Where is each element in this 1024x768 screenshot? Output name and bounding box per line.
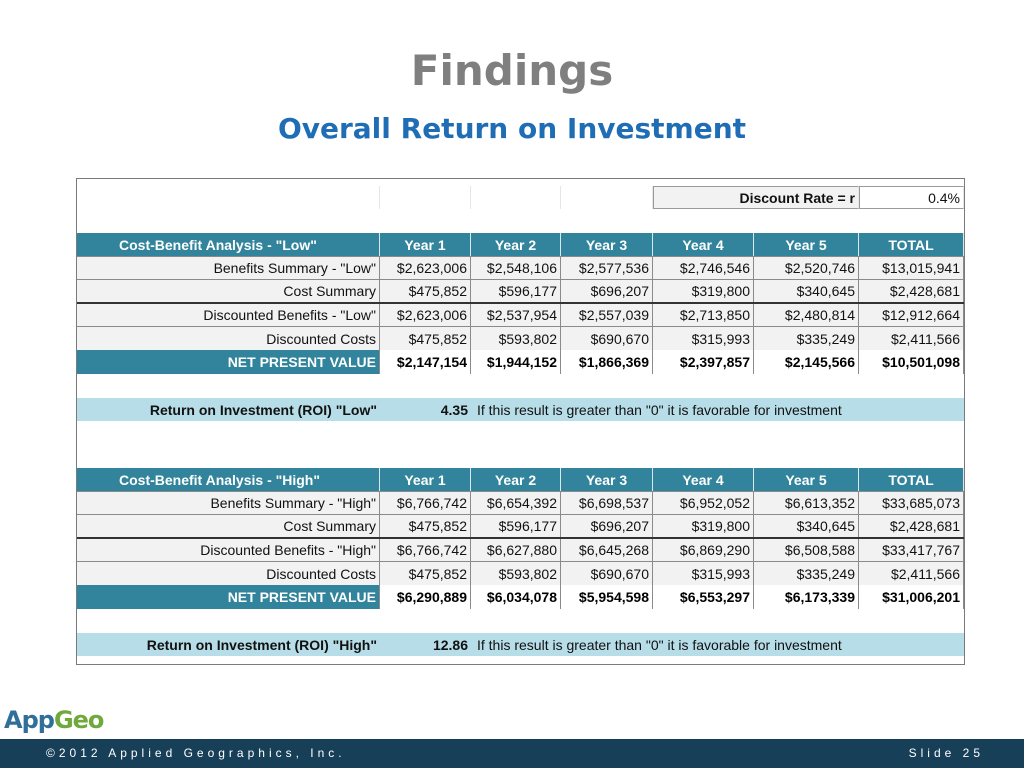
cell-value: $2,623,006 xyxy=(380,304,471,326)
row-label: Discounted Benefits - "High" xyxy=(77,539,380,561)
cell-value: $696,207 xyxy=(561,280,653,302)
spreadsheet-table xyxy=(76,178,965,665)
col-header: TOTAL xyxy=(859,468,964,491)
cell-value: $6,645,268 xyxy=(561,539,653,561)
cell-value: $6,766,742 xyxy=(380,539,471,561)
cell-value: $2,520,746 xyxy=(754,257,859,279)
cell-value: $2,746,546 xyxy=(653,257,754,279)
row-label: Discounted Costs xyxy=(77,562,380,585)
cell-value: $319,800 xyxy=(653,515,754,537)
row-label: Cost Summary xyxy=(77,280,380,302)
footer-copyright: ©2012 Applied Geographics, Inc. xyxy=(46,746,346,760)
low-npv-row xyxy=(77,350,964,374)
cell-value: $475,852 xyxy=(380,515,471,537)
cell-value: $33,685,073 xyxy=(859,492,964,514)
cell-value: $2,557,039 xyxy=(561,304,653,326)
col-header: Year 4 xyxy=(653,233,754,256)
col-header: TOTAL xyxy=(859,233,964,256)
cell-value: $13,015,941 xyxy=(859,257,964,279)
table-row xyxy=(77,537,964,561)
cell-value: $315,993 xyxy=(653,327,754,350)
high-roi-row xyxy=(77,633,964,656)
table-row xyxy=(77,256,964,279)
low-header-row xyxy=(77,233,964,256)
row-label: Discounted Benefits - "Low" xyxy=(77,304,380,326)
logo-text-accent: Geo xyxy=(53,706,104,734)
cell-value: $6,869,290 xyxy=(653,539,754,561)
npv-value: $10,501,098 xyxy=(859,350,964,374)
npv-value: $31,006,201 xyxy=(859,585,964,609)
npv-value: $2,147,154 xyxy=(380,350,471,374)
npv-value: $6,173,339 xyxy=(754,585,859,609)
npv-value: $1,866,369 xyxy=(561,350,653,374)
cell-value: $475,852 xyxy=(380,327,471,350)
cell-value: $6,952,052 xyxy=(653,492,754,514)
cell-value: $696,207 xyxy=(561,515,653,537)
cell-value: $690,670 xyxy=(561,327,653,350)
cell-value: $596,177 xyxy=(471,515,561,537)
high-header-title: Cost-Benefit Analysis - "High" xyxy=(77,468,380,491)
discount-rate-value: 0.4% xyxy=(859,186,964,209)
table-row xyxy=(77,491,964,514)
cell-value: $33,417,767 xyxy=(859,539,964,561)
col-header: Year 5 xyxy=(754,233,859,256)
cell-value: $2,428,681 xyxy=(859,515,964,537)
col-header: Year 3 xyxy=(561,468,653,491)
slide-subtitle: Overall Return on Investment xyxy=(277,112,747,145)
npv-value: $6,553,297 xyxy=(653,585,754,609)
col-header: Year 3 xyxy=(561,233,653,256)
npv-value: $6,034,078 xyxy=(471,585,561,609)
npv-value: $2,397,857 xyxy=(653,350,754,374)
cell-value: $593,802 xyxy=(471,562,561,585)
roi-label: Return on Investment (ROI) "Low" xyxy=(149,401,377,418)
cell-value: $12,912,664 xyxy=(859,304,964,326)
cell-value: $315,993 xyxy=(653,562,754,585)
roi-value: 12.86 xyxy=(432,636,468,653)
cell-value: $2,548,106 xyxy=(471,257,561,279)
roi-note: If this result is greater than "0" it is favorable for investment xyxy=(477,636,842,653)
col-header: Year 2 xyxy=(471,468,561,491)
roi-note: If this result is greater than "0" it is favorable for investment xyxy=(477,401,842,418)
row-label: Discounted Costs xyxy=(77,327,380,350)
col-header: Year 5 xyxy=(754,468,859,491)
cell-value: $593,802 xyxy=(471,327,561,350)
discount-row xyxy=(77,186,964,209)
table-row xyxy=(77,561,964,585)
row-label: Benefits Summary - "High" xyxy=(77,492,380,514)
logo-text: App xyxy=(4,706,54,734)
col-header: Year 1 xyxy=(380,233,471,256)
npv-value: $6,290,889 xyxy=(380,585,471,609)
cell-value: $2,411,566 xyxy=(859,562,964,585)
cell-value: $2,480,814 xyxy=(754,304,859,326)
cell-value: $6,627,880 xyxy=(471,539,561,561)
roi-value: 4.35 xyxy=(440,401,468,418)
cell-value: $2,537,954 xyxy=(471,304,561,326)
cell-value: $690,670 xyxy=(561,562,653,585)
col-header: Year 2 xyxy=(471,233,561,256)
npv-label: NET PRESENT VALUE xyxy=(77,585,380,609)
cell-value: $6,613,352 xyxy=(754,492,859,514)
cell-value: $2,623,006 xyxy=(380,257,471,279)
discount-rate-label: Discount Rate = r xyxy=(653,186,859,209)
col-header: Year 1 xyxy=(380,468,471,491)
cell-value: $596,177 xyxy=(471,280,561,302)
npv-value: $1,944,152 xyxy=(471,350,561,374)
footer-slide-number: Slide 25 xyxy=(908,746,984,760)
cell-value: $6,654,392 xyxy=(471,492,561,514)
cell-value: $2,428,681 xyxy=(859,280,964,302)
cell-value: $340,645 xyxy=(754,515,859,537)
cell-value: $319,800 xyxy=(653,280,754,302)
cell-value: $6,766,742 xyxy=(380,492,471,514)
col-header: Year 4 xyxy=(653,468,754,491)
cell-value: $6,698,537 xyxy=(561,492,653,514)
table-row xyxy=(77,514,964,537)
row-label: Benefits Summary - "Low" xyxy=(77,257,380,279)
roi-label: Return on Investment (ROI) "High" xyxy=(146,636,377,653)
footer-bar xyxy=(0,739,1024,768)
npv-value: $5,954,598 xyxy=(561,585,653,609)
low-roi-row xyxy=(77,398,964,421)
cell-value: $475,852 xyxy=(380,280,471,302)
cell-value: $475,852 xyxy=(380,562,471,585)
high-header-row xyxy=(77,468,964,491)
cell-value: $335,249 xyxy=(754,562,859,585)
cell-value: $2,713,850 xyxy=(653,304,754,326)
cell-value: $2,577,536 xyxy=(561,257,653,279)
low-header-title: Cost-Benefit Analysis - "Low" xyxy=(77,233,380,256)
appgeo-logo xyxy=(4,706,103,734)
high-npv-row xyxy=(77,585,964,609)
table-row xyxy=(77,302,964,326)
cell-value: $6,508,588 xyxy=(754,539,859,561)
cell-value: $340,645 xyxy=(754,280,859,302)
row-label: Cost Summary xyxy=(77,515,380,537)
table-row xyxy=(77,279,964,302)
npv-value: $2,145,566 xyxy=(754,350,859,374)
cell-value: $335,249 xyxy=(754,327,859,350)
slide-title: Findings xyxy=(410,46,614,95)
npv-label: NET PRESENT VALUE xyxy=(77,350,380,374)
table-row xyxy=(77,326,964,350)
cell-value: $2,411,566 xyxy=(859,327,964,350)
